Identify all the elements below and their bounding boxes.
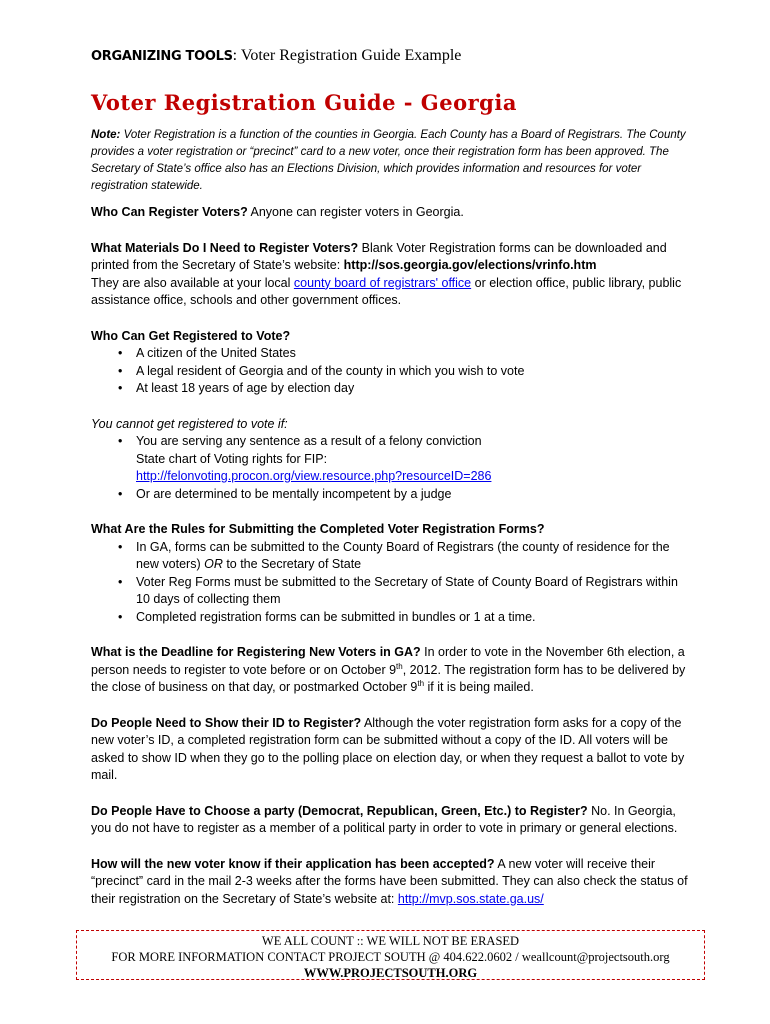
eligibility-list xyxy=(91,345,693,398)
question: What is the Deadline for Registering New Voters in GA? xyxy=(91,645,421,659)
section-cannot-register xyxy=(91,416,693,434)
answer: No. In Georgia, you do not have to register as a member of a political party in order to vote in primary or general elections. xyxy=(91,803,678,835)
note-label: Note: xyxy=(91,129,121,141)
document-body xyxy=(91,204,693,908)
answer: In order to vote in the November 6th election, a person needs to register to vote before or on October 9 xyxy=(91,645,685,677)
header-category: ORGANIZING TOOLS xyxy=(91,49,233,64)
question: You cannot get registered to vote if: xyxy=(91,416,288,431)
list-item xyxy=(136,539,693,574)
answer-end: if it is being mailed. xyxy=(424,680,534,694)
rules-list xyxy=(91,539,693,627)
note-text: Voter Registration is a function of the counties in Georgia. Each County has a Board of Registrars. The County provides a voter registration or “precinct” card to a new voter, once their registration form has been approved. The Secretary of State’s office also has an Elections Division, which provides information and resources for voter registration statewide. xyxy=(91,129,686,192)
answer: Anyone can register voters in Georgia. xyxy=(247,205,464,219)
question: Do People Need to Show their ID to Register? xyxy=(91,715,362,730)
mvp-link[interactable]: http://mvp.sos.state.ga.us/ xyxy=(397,891,544,906)
footer-slogan: WE ALL COUNT :: WE WILL NOT BE ERASED xyxy=(261,934,520,948)
section-id xyxy=(91,715,693,785)
question: Who Can Register Voters? xyxy=(91,205,248,219)
note-paragraph xyxy=(91,127,691,195)
list-item-text: In GA, forms can be submitted to the County Board of Registrars (the county of residence for the new voters) xyxy=(136,539,670,571)
list-item xyxy=(136,433,693,486)
section-deadline xyxy=(91,644,693,697)
list-item-subtext: State chart of Voting rights for FIP: xyxy=(136,451,328,466)
header-subtitle: : Voter Registration Guide Example xyxy=(232,47,462,64)
emphasis-or: OR xyxy=(204,557,223,571)
answer-cont: , 2012. The registration form has to be delivered by the close of business on that day, or postmarked October 9 xyxy=(91,662,686,694)
answer: Although the voter registration form asks for a copy of the new voter’s ID, a completed registration form can be submitted without a copy of the ID. All voters will be asked to show ID when they go to the polling place on election day, or when they request a ballot to vote by mail. xyxy=(91,715,685,782)
footer-website: WWW.PROJECTSOUTH.ORG xyxy=(303,966,478,980)
list-item-text: You are serving any sentence as a result of a felony conviction xyxy=(136,434,482,448)
question: Who Can Get Registered to Vote? xyxy=(91,328,291,343)
list-item: • Completed registration forms can be submitted in bundles or 1 at a time. xyxy=(136,609,693,627)
question: How will the new voter know if their application has been accepted? xyxy=(91,856,495,871)
page-header xyxy=(91,47,461,65)
felon-voting-link[interactable]: http://felonvoting.procon.org/view.resource.php?resourceID=286 xyxy=(136,469,492,483)
answer-end: or election office, public library, public assistance office, schools and other government offices. xyxy=(91,275,682,307)
superscript: th xyxy=(417,678,425,688)
question: Do People Have to Choose a party (Democrat, Republican, Green, Etc.) to Register? xyxy=(91,803,588,818)
section-materials xyxy=(91,240,693,310)
list-item: • Voter Reg Forms must be submitted to the Secretary of State of County Board of Registrars within 10 days of collecting them xyxy=(136,574,693,609)
answer-cont: They are also available at your local xyxy=(91,275,294,290)
county-board-link[interactable]: county board of registrars' office xyxy=(293,275,472,290)
question: What Materials Do I Need to Register Voters? xyxy=(91,240,359,255)
list-item: • At least 18 years of age by election day xyxy=(136,380,693,398)
section-accepted xyxy=(91,856,693,909)
list-item: • Or are determined to be mentally incompetent by a judge xyxy=(136,486,693,504)
section-rules xyxy=(91,521,693,539)
answer: Blank Voter Registration forms can be downloaded and printed from the Secretary of State’s website: xyxy=(91,240,667,272)
question: What Are the Rules for Submitting the Completed Voter Registration Forms? xyxy=(91,522,545,536)
list-item: • A citizen of the United States xyxy=(136,345,693,363)
list-item-text-end: to the Secretary of State xyxy=(222,557,362,571)
section-who-can-get-registered xyxy=(91,328,693,346)
list-item: • A legal resident of Georgia and of the county in which you wish to vote xyxy=(136,363,693,381)
answer: A new voter will receive their “precinct” card in the mail 2-3 weeks after the forms have been submitted. They can also check the status of their registration on the Secretary of State’s website at: xyxy=(91,856,688,906)
footer-box xyxy=(76,930,705,980)
ineligibility-list xyxy=(91,433,693,503)
page-title: Voter Registration Guide - Georgia xyxy=(91,90,517,115)
footer-contact: FOR MORE INFORMATION CONTACT PROJECT SOUTH @ 404.622.0602 / weallcount@projectsouth.org xyxy=(111,950,670,964)
section-who-can-register xyxy=(91,204,693,222)
superscript: th xyxy=(396,661,403,671)
sos-url: http://sos.georgia.gov/elections/vrinfo.htm xyxy=(343,258,597,272)
section-party xyxy=(91,803,693,838)
